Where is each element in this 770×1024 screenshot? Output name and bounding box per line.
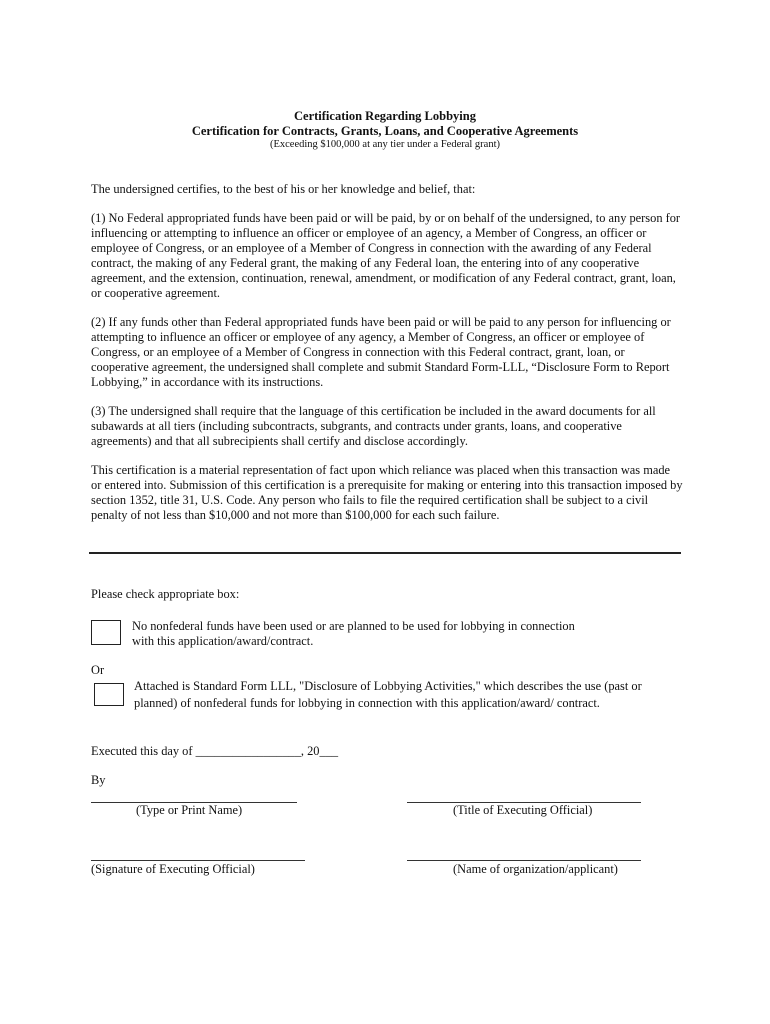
organization-field-label: (Name of organization/applicant) <box>453 862 618 876</box>
title-field-label: (Title of Executing Official) <box>453 803 593 817</box>
option2-label-line2: planned) of nonfederal funds for lobbying in connection with this application/award/ contract. <box>134 696 600 710</box>
penalty-statement: This certification is a material representation of fact upon which reliance was placed when this transaction was made or entered into. Submission of this certification is a prerequisite for making or entering into this transaction imposed by section 1352, title 31, U.S. Code. Any person who fails to file the required certification shall be subject to a civil penalty of not less than $10,000 and not more than $100,000 for each such failure. <box>91 463 683 522</box>
option1-label-line2: with this application/award/contract. <box>132 634 314 648</box>
or-label: Or <box>91 663 105 677</box>
sf-lll-attached-checkbox[interactable] <box>94 683 124 706</box>
signature-field-line[interactable] <box>91 860 305 861</box>
threshold-note: (Exceeding $100,000 at any tier under a Federal grant) <box>269 139 501 150</box>
section-divider <box>89 552 681 554</box>
option1-label-line1: No nonfederal funds have been used or are planned to be used for lobbying in connection <box>132 619 575 633</box>
clause-1: (1) No Federal appropriated funds have been paid or will be paid, by or on behalf of the undersigned, to any person for influencing or attempting to influence an officer or employee of an agency, a Member of Congress, an officer or employee of Congress, or an employee of a Member of Congress in connection with the awarding of any Federal contract, the making of any Federal grant, the making of any Federal loan, the entering into of any cooperative agreement, and the extension, continuation, renewal, amendment, or modification of any Federal contract, grant, loan, or cooperative agreement. <box>91 211 681 300</box>
by-label: By <box>91 773 106 787</box>
no-nonfederal-funds-checkbox[interactable] <box>91 620 121 645</box>
name-field-label: (Type or Print Name) <box>136 803 243 817</box>
organization-field-line[interactable] <box>407 860 641 861</box>
clause-3: (3) The undersigned shall require that the language of this certification be included in the award documents for all subawards at all tiers (including subcontracts, subgrants, and contracts under grants, loans, and cooperative agreements) and that all subrecipients shall certify and disclose accordingly. <box>91 404 656 448</box>
option2-label-line1: Attached is Standard Form LLL, "Disclosure of Lobbying Activities," which describes the use (past or <box>134 679 642 693</box>
intro-statement: The undersigned certifies, to the best of his or her knowledge and belief, that: <box>91 182 476 196</box>
signature-field-label: (Signature of Executing Official) <box>91 862 255 876</box>
checkbox-prompt: Please check appropriate box: <box>91 587 240 601</box>
document-subtitle: Certification for Contracts, Grants, Loans, and Cooperative Agreements <box>191 124 579 138</box>
executed-date-line[interactable]: Executed this day of _________________, 20___ <box>91 744 339 758</box>
clause-2: (2) If any funds other than Federal appropriated funds have been paid or will be paid to any person for influencing or attempting to influence an officer or employee of any agency, a Member of Congress, an officer or employee of Congress, or an employee of a Member of Congress in connection with this Federal contract, grant, loan, or cooperative agreement, the undersigned shall complete and submit Standard Form-LLL, “Disclosure Form to Report Lobbying,” in accordance with its instructions. <box>91 315 671 389</box>
document-title: Certification Regarding Lobbying <box>294 109 476 123</box>
